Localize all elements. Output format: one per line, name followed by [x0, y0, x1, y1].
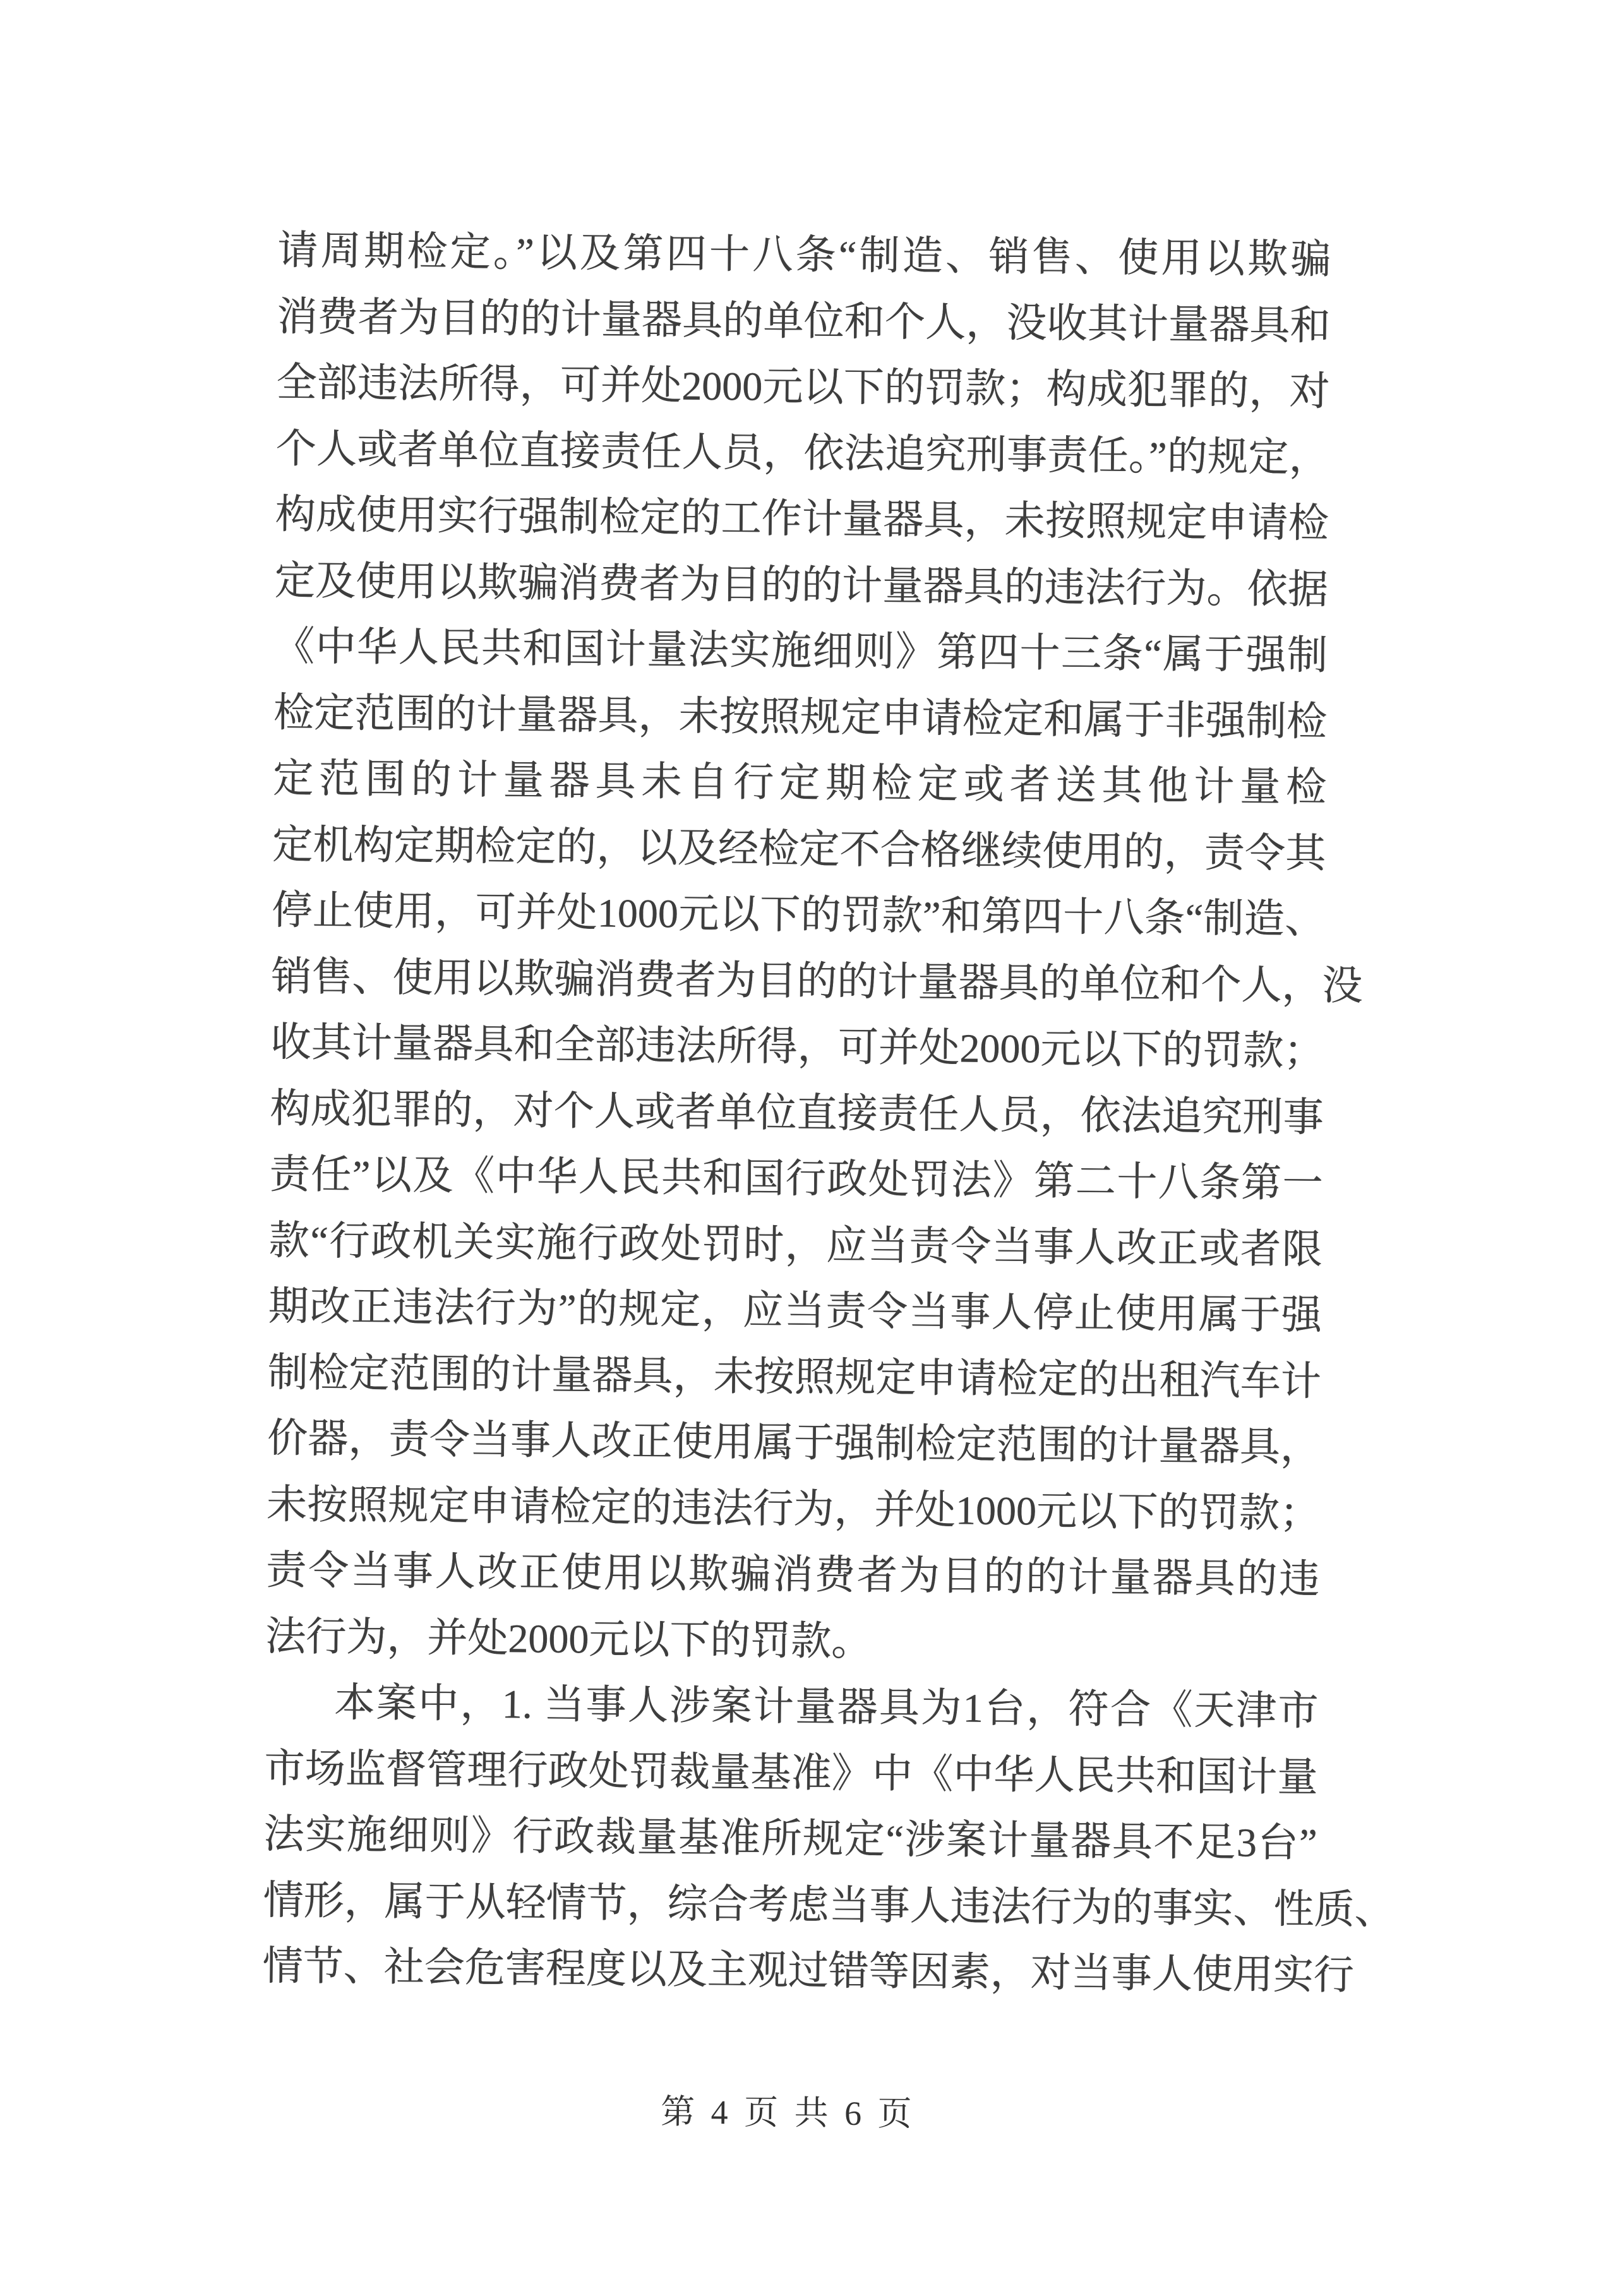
- text-line: 检定范围的计量器具，未按照规定申请检定和属于非强制检: [273, 690, 1328, 744]
- text-line: 制检定范围的计量器具，未按照规定申请检定的出租汽车计: [267, 1349, 1322, 1404]
- text-line: 市场监督管理行政处罚裁量基准》中《中华人民共和国计量: [264, 1745, 1318, 1800]
- text-line: 构成犯罪的，对个人或者单位直接责任人员，依法追究刑事: [270, 1085, 1324, 1140]
- text-line: 消费者为目的的计量器具的单位和个人，没收其计量器具和: [277, 294, 1331, 348]
- text-line: 定机构定期检定的，以及经检定不合格继续使用的，责令其: [272, 822, 1326, 876]
- text-line: 款“行政机关实施行政处罚时，应当责令当事人改正或者限: [268, 1217, 1323, 1272]
- text-line: 定范围的计量器具未自行定期检定或者送其他计量检: [272, 755, 1327, 810]
- text-line: 价器，责令当事人改正使用属于强制检定范围的计量器具，: [267, 1415, 1321, 1470]
- text-line: 责任”以及《中华人民共和国行政处罚法》第二十八条第一: [269, 1151, 1324, 1206]
- text-line: 情节、社会危害程度以及主观过错等因素，对当事人使用实行: [262, 1943, 1355, 1998]
- text-line: 责令当事人改正使用以欺骗消费者为目的的计量器具的违: [266, 1547, 1320, 1602]
- document-body-text: [262, 218, 1396, 2009]
- text-line: 请周期检定。”以及第四十八条“制造、销售、使用以欺骗: [277, 227, 1331, 282]
- text-line: 定及使用以欺骗消费者为目的的计量器具的违法行为。依据: [274, 558, 1329, 612]
- text-line: 法行为，并处2000元以下的罚款。: [265, 1613, 872, 1664]
- text-line: 情形，属于从轻情节，综合考虑当事人违法行为的事实、性质、: [263, 1877, 1396, 1932]
- page-number-footer: 第 4 页 共 6 页: [660, 2093, 916, 2133]
- text-line: 全部违法所得，可并处2000元以下的罚款；构成犯罪的，对: [276, 359, 1330, 414]
- text-line: 销售、使用以欺骗消费者为目的的计量器具的单位和个人，没: [271, 954, 1363, 1008]
- text-line: 本案中，1. 当事人涉案计量器具为1台，符合《天津市: [334, 1680, 1319, 1734]
- text-line: 法实施细则》行政裁量基准所规定“涉案计量器具不足3台”: [263, 1811, 1317, 1866]
- text-line: 停止使用，可并处1000元以下的罚款”和第四十八条“制造、: [272, 887, 1326, 942]
- text-line: 收其计量器具和全部违法所得，可并处2000元以下的罚款；: [270, 1019, 1324, 1074]
- text-line: 《中华人民共和国计量法实施细则》第四十三条“属于强制: [273, 623, 1328, 678]
- text-line: 构成使用实行强制检定的工作计量器具，未按照规定申请检: [275, 491, 1329, 546]
- text-line: 未按照规定申请检定的违法行为，并处1000元以下的罚款；: [266, 1481, 1321, 1536]
- text-line: 期改正违法行为”的规定，应当责令当事人停止使用属于强: [268, 1283, 1322, 1338]
- text-line: 个人或者单位直接责任人员，依法追究刑事责任。”的规定，: [275, 426, 1330, 480]
